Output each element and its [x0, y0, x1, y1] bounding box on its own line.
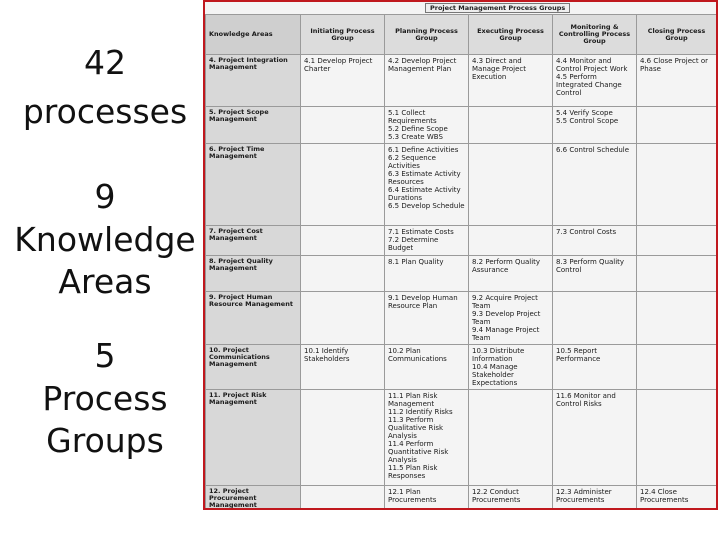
process-item: 12.4 Close Procurements — [640, 488, 689, 504]
process-cell — [469, 107, 553, 144]
group-header: Initiating Process Group — [301, 15, 385, 55]
table-header-bar — [205, 2, 716, 13]
process-cell — [385, 256, 469, 292]
process-cell — [469, 256, 553, 292]
process-item: 10.2 Plan Communications — [388, 347, 447, 363]
process-item: 6.3 Estimate Activity Resources — [388, 170, 461, 186]
knowledge-area-cell: 11. Project Risk Management — [206, 390, 301, 486]
process-item: 6.2 Sequence Activities — [388, 154, 436, 170]
process-cell — [301, 226, 385, 256]
process-cell — [553, 256, 637, 292]
process-cell — [553, 107, 637, 144]
process-item: 10.3 Distribute Information — [472, 347, 525, 363]
process-cell — [301, 345, 385, 390]
table-row — [206, 486, 717, 511]
process-item: 8.2 Perform Quality Assurance — [472, 258, 541, 274]
process-cell — [637, 144, 717, 226]
process-item: 7.1 Estimate Costs — [388, 228, 454, 236]
process-cell — [385, 226, 469, 256]
knowledge-areas-label-1: Knowledge — [14, 220, 196, 259]
process-item: 5.5 Control Scope — [556, 117, 619, 125]
process-cell — [469, 55, 553, 107]
process-cell — [301, 144, 385, 226]
process-cell — [469, 390, 553, 486]
process-cell — [301, 256, 385, 292]
process-cell — [637, 390, 717, 486]
knowledge-area-cell: 10. Project Communications Management — [206, 345, 301, 390]
process-item: 9.2 Acquire Project Team — [472, 294, 538, 310]
process-item: 6.1 Define Activities — [388, 146, 459, 154]
process-item: 10.1 Identify Stakeholders — [304, 347, 350, 363]
process-groups-count: 5 — [94, 336, 116, 375]
process-item: 12.3 Administer Procurements — [556, 488, 612, 504]
process-cell — [385, 55, 469, 107]
process-item: 11.5 Plan Risk Responses — [388, 464, 438, 480]
process-item: 8.1 Plan Quality — [388, 258, 444, 266]
process-cell — [553, 144, 637, 226]
group-header: Closing Process Group — [637, 15, 717, 55]
process-cell — [469, 486, 553, 511]
group-header: Planning Process Group — [385, 15, 469, 55]
knowledge-area-cell: 12. Project Procurement Management — [206, 486, 301, 511]
process-cell — [553, 486, 637, 511]
group-header-row — [206, 15, 717, 55]
knowledge-area-cell: 4. Project Integration Management — [206, 55, 301, 107]
knowledge-area-cell: 5. Project Scope Management — [206, 107, 301, 144]
process-cell — [469, 345, 553, 390]
process-item: 9.4 Manage Project Team — [472, 326, 540, 342]
process-item: 4.5 Perform Integrated Change Control — [556, 73, 622, 97]
process-cell — [385, 390, 469, 486]
process-item: 4.6 Close Project or Phase — [640, 57, 708, 73]
process-cell — [385, 292, 469, 345]
process-cell — [385, 345, 469, 390]
process-cell — [637, 345, 717, 390]
knowledge-areas-count: 9 — [94, 177, 116, 216]
knowledge-area-cell: 8. Project Quality Management — [206, 256, 301, 292]
process-item: 4.3 Direct and Manage Project Execution — [472, 57, 526, 81]
table-row — [206, 144, 717, 226]
table-row — [206, 107, 717, 144]
process-groups-label-1: Process — [42, 379, 168, 418]
processes-count: 42 — [84, 43, 126, 82]
process-item: 10.4 Manage Stakeholder Expectations — [472, 363, 518, 387]
process-item: 6.5 Develop Schedule — [388, 202, 465, 210]
table-row — [206, 226, 717, 256]
table-row — [206, 345, 717, 390]
process-cell — [637, 486, 717, 511]
process-item: 8.3 Perform Quality Control — [556, 258, 625, 274]
process-item: 12.2 Conduct Procurements — [472, 488, 521, 504]
process-item: 6.4 Estimate Activity Durations — [388, 186, 461, 202]
process-item: 6.6 Control Schedule — [556, 146, 630, 154]
process-cell — [469, 226, 553, 256]
process-cell — [385, 144, 469, 226]
group-header: Monitoring & Controlling Process Group — [553, 15, 637, 55]
process-cell — [637, 292, 717, 345]
process-cell — [301, 292, 385, 345]
process-cell — [385, 486, 469, 511]
process-cell — [553, 226, 637, 256]
process-cell — [469, 292, 553, 345]
process-cell — [637, 107, 717, 144]
table-row — [206, 292, 717, 345]
knowledge-areas-label-2: Areas — [58, 262, 152, 301]
process-item: 4.2 Develop Project Management Plan — [388, 57, 457, 73]
processes-label: processes — [22, 92, 188, 131]
process-item: 11.3 Perform Qualitative Risk Analysis — [388, 416, 444, 440]
process-item: 4.1 Develop Project Charter — [304, 57, 373, 73]
process-item: 5.1 Collect Requirements — [388, 109, 437, 125]
process-item: 9.3 Develop Project Team — [472, 310, 541, 326]
table-row — [206, 390, 717, 486]
table-title: Project Management Process Groups — [425, 3, 570, 13]
process-item: 9.1 Develop Human Resource Plan — [388, 294, 458, 310]
table-row — [206, 55, 717, 107]
process-table-image — [203, 0, 718, 510]
table-row — [206, 256, 717, 292]
process-cell — [637, 256, 717, 292]
process-cell — [301, 55, 385, 107]
process-cell — [553, 55, 637, 107]
knowledge-area-cell: 6. Project Time Management — [206, 144, 301, 226]
process-cell — [301, 390, 385, 486]
process-cell — [553, 345, 637, 390]
summary-panel — [0, 0, 210, 540]
knowledge-area-cell: 7. Project Cost Management — [206, 226, 301, 256]
process-item: 11.4 Perform Quantitative Risk Analysis — [388, 440, 449, 464]
process-item: 12.1 Plan Procurements — [388, 488, 437, 504]
process-item: 5.2 Define Scope — [388, 125, 448, 133]
process-item: 7.3 Control Costs — [556, 228, 617, 236]
process-cell — [301, 107, 385, 144]
process-item: 11.1 Plan Risk Management — [388, 392, 438, 408]
process-cell — [553, 390, 637, 486]
process-item: 10.5 Report Performance — [556, 347, 601, 363]
process-cell — [385, 107, 469, 144]
group-header: Executing Process Group — [469, 15, 553, 55]
process-cell — [469, 144, 553, 226]
process-matrix — [205, 14, 717, 510]
process-item: 5.4 Verify Scope — [556, 109, 613, 117]
process-item: 11.6 Monitor and Control Risks — [556, 392, 616, 408]
process-cell — [553, 292, 637, 345]
process-item: 5.3 Create WBS — [388, 133, 443, 141]
process-cell — [637, 226, 717, 256]
knowledge-areas-header: Knowledge Areas — [206, 15, 301, 55]
knowledge-area-cell: 9. Project Human Resource Management — [206, 292, 301, 345]
process-cell — [301, 486, 385, 511]
process-item: 11.2 Identify Risks — [388, 408, 453, 416]
process-item: 7.2 Determine Budget — [388, 236, 439, 252]
process-cell — [637, 55, 717, 107]
process-item: 4.4 Monitor and Control Project Work — [556, 57, 628, 73]
process-groups-label-2: Groups — [46, 421, 164, 460]
